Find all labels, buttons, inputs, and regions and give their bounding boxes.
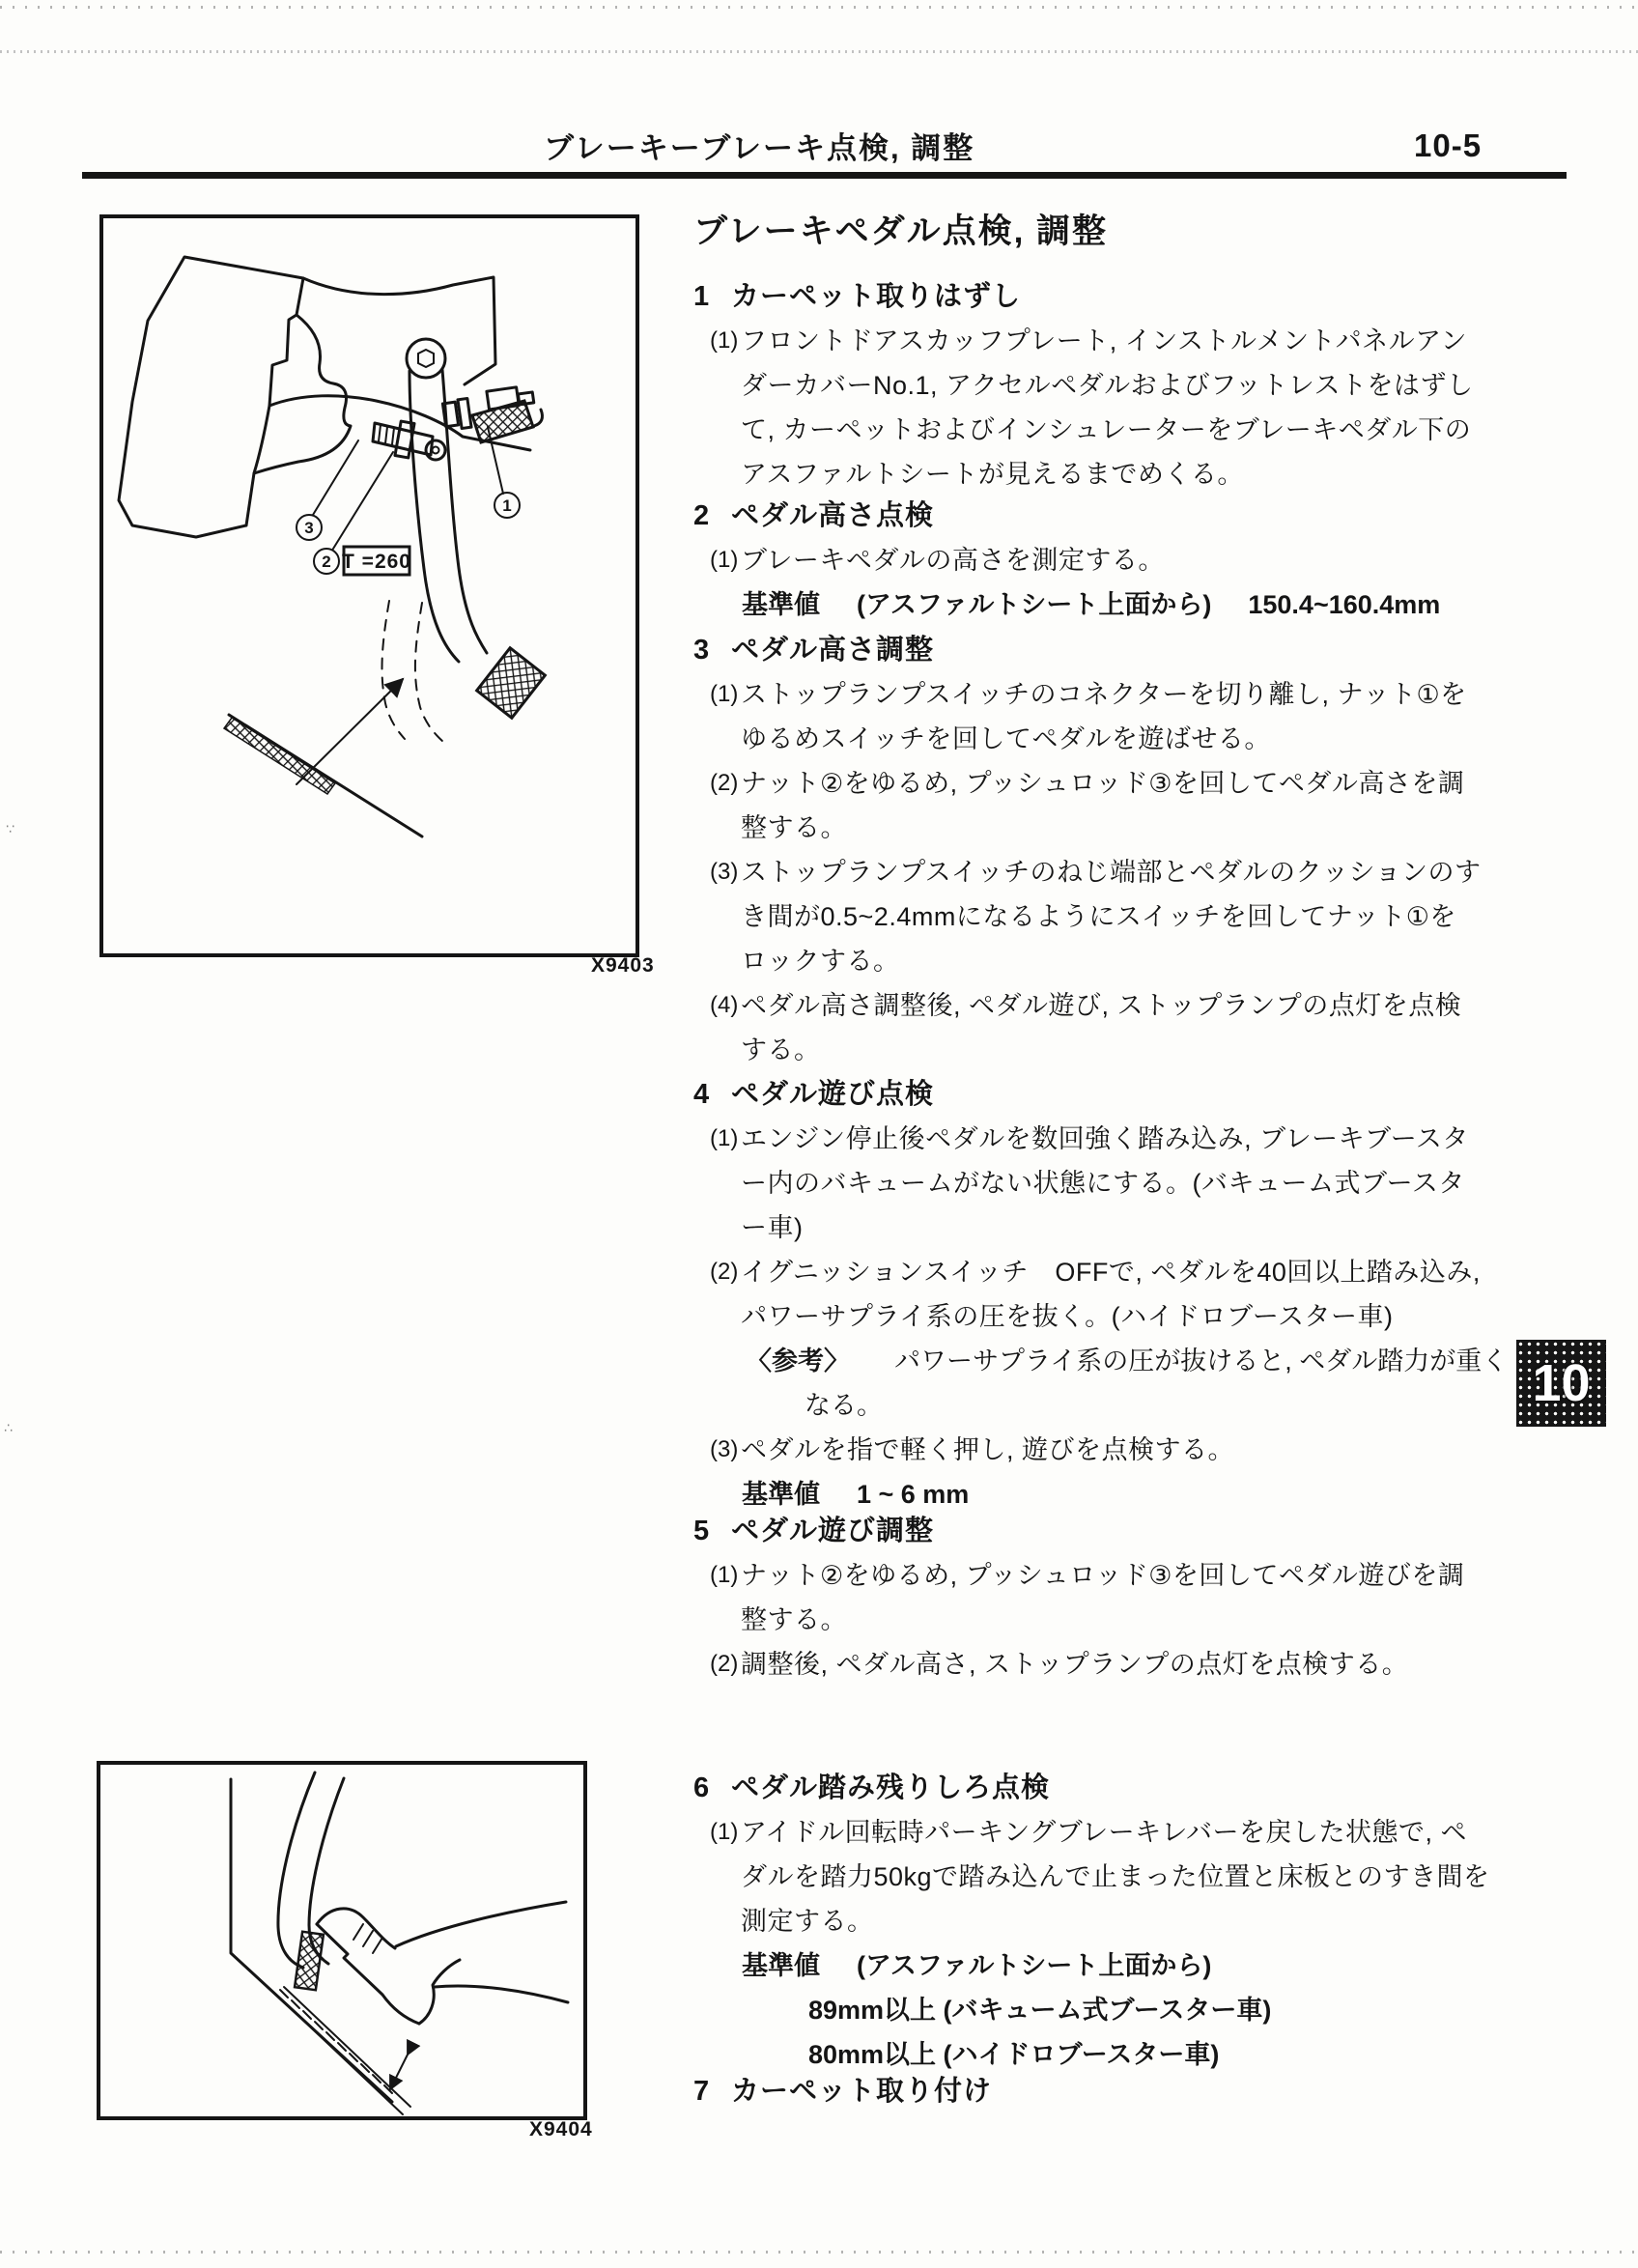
svg-text:1: 1 [502, 496, 512, 515]
section-heading [693, 1072, 1524, 1117]
section-7 [693, 2069, 1524, 2113]
header-rule [82, 172, 1567, 179]
text-segment: パワーサプライ系の圧を抜く。(ハイドロブースター車) [741, 1302, 1394, 1331]
pedal-pad [477, 648, 546, 718]
section-number: 7 [693, 2076, 710, 2107]
text-segment: 1 ~ 6 mm [857, 1480, 970, 1509]
text-line [742, 582, 1524, 627]
text-line [693, 1294, 1524, 1339]
figure-code-x9403: X9403 [591, 954, 655, 977]
step-marker: (2) [710, 1651, 739, 1677]
step-marker: (1) [710, 1125, 739, 1151]
scan-artifact-bottom [0, 2251, 1638, 2254]
page-title: ブレーキペダル点検, 調整 [693, 213, 1109, 250]
text-segment: 〈参考〉 [746, 1347, 850, 1375]
callout-3 [297, 440, 358, 540]
text-segment: て, カーペットおよびインシュレーターをブレーキペダル下の [741, 415, 1472, 444]
figure-pedal-reserve-diagram [97, 1761, 587, 2120]
text-segment: 基準値 [742, 1480, 820, 1509]
step-marker: (1) [710, 547, 739, 573]
step-marker: (4) [710, 992, 739, 1018]
figure-code-x9404: X9404 [529, 2118, 593, 2140]
text-line [693, 1428, 1524, 1472]
text-line [693, 538, 1524, 582]
step-marker: (1) [710, 327, 739, 354]
chapter-tab [1516, 1340, 1606, 1427]
text-segment: なる。 [805, 1391, 883, 1420]
text-line [693, 1899, 1524, 1943]
page-number: 10-5 [1414, 128, 1483, 163]
text-line [693, 1250, 1524, 1294]
section-number: 4 [693, 1079, 710, 1110]
text-segment: 整する。 [741, 813, 847, 842]
text-segment: 測定する。 [741, 1907, 874, 1936]
text-line [693, 761, 1524, 806]
section-4 [693, 1072, 1524, 1517]
text-line [693, 983, 1524, 1028]
text-segment: き間が0.5~2.4mmになるようにスイッチを回してナット①を [741, 902, 1456, 931]
section-title: ペダル遊び調整 [731, 1516, 935, 1546]
scan-speck: ∵ [6, 821, 14, 836]
text-segment: 整する。 [741, 1605, 847, 1634]
text-segment: 89mm以上 (バキューム式ブースター車) [808, 1996, 1272, 2025]
text-segment: する。 [741, 1035, 821, 1064]
section-heading [693, 274, 1524, 319]
floor-hatch [280, 1990, 392, 2093]
figure-brake-pedal-diagram [99, 214, 639, 957]
section-heading [693, 2069, 1524, 2113]
scan-artifact-top [0, 6, 1638, 9]
section-number: 6 [693, 1772, 710, 1803]
section-title: ペダル高さ点検 [731, 500, 935, 531]
text-segment: 調整後, ペダル高さ, ストップランプの点灯を点検する。 [741, 1650, 1409, 1679]
text-segment: 基準値 [742, 590, 820, 619]
text-line [693, 363, 1524, 408]
text-line [693, 1383, 1524, 1428]
shoe [317, 1902, 568, 2024]
section-title: ペダル踏み残りしろ点検 [731, 1772, 1051, 1803]
text-segment: 基準値 [742, 1951, 820, 1980]
section-title: カーペット取り付け [731, 2076, 993, 2107]
section-heading [693, 1766, 1524, 1810]
text-segment: アイドル回転時パーキングブレーキレバーを戻した状態で, ペ [741, 1818, 1468, 1847]
pedal-arm [278, 1772, 344, 1990]
text-segment: ダーカバーNo.1, アクセルペダルおよびフットレストをはずし [741, 371, 1474, 400]
torque-label [342, 547, 411, 575]
pedal-height-arrow [297, 679, 403, 784]
chapter-tab-number: 10 [1532, 1354, 1591, 1412]
step-marker: (3) [710, 859, 739, 885]
step-marker: (2) [710, 770, 739, 796]
step-marker: (2) [710, 1259, 739, 1285]
text-segment: ペダルを指で軽く押し, 遊びを点検する。 [741, 1435, 1235, 1464]
section-number: 5 [693, 1516, 710, 1546]
text-segment: アスファルトシートが見えるまでめくる。 [741, 460, 1244, 489]
text-segment: (アスファルトシート上面から) [857, 1951, 1212, 1980]
text-segment: ロックする。 [741, 947, 900, 976]
text-line [742, 1943, 1524, 1988]
pedal-pad [295, 1932, 324, 1990]
pedal-reserve-art [100, 1765, 583, 2116]
leg-line [396, 1902, 566, 1946]
text-line [693, 319, 1524, 363]
step-marker: (1) [710, 1819, 739, 1845]
text-segment: 80mm以上 (ハイドロブースター車) [808, 2040, 1220, 2069]
text-line [808, 1988, 1524, 2032]
scan-artifact-top2 [0, 50, 1638, 53]
text-line [693, 1205, 1524, 1250]
text-line [693, 1117, 1524, 1161]
text-line [693, 1161, 1524, 1205]
text-segment: ー内のバキュームがない状態にする。(バキューム式ブースタ [741, 1169, 1465, 1198]
step-marker: (1) [710, 681, 739, 707]
svg-text:T =260: T =260 [342, 551, 411, 573]
text-line [693, 806, 1524, 850]
text-segment: ー車) [741, 1213, 804, 1242]
section-5 [693, 1509, 1524, 1687]
text-segment: ストップランプスイッチのねじ端部とペダルのクッションのす [741, 858, 1482, 887]
text-segment: ダルを踏力50kgで踏み込んで止まった位置と床板とのすき間を [741, 1862, 1490, 1891]
text-line [693, 1642, 1524, 1687]
text-segment: ストップランプスイッチのコネクターを切り離し, ナット①を [741, 680, 1467, 709]
leg-line [435, 1986, 568, 2002]
text-segment: イグニッションスイッチ OFFで, ペダルを40回以上踏み込み, [741, 1258, 1481, 1287]
svg-text:3: 3 [304, 519, 314, 537]
text-line [693, 894, 1524, 939]
pedal-arm [407, 339, 545, 718]
section-heading [693, 628, 1524, 672]
clearance-arrow [390, 2055, 408, 2089]
section-heading [693, 494, 1524, 538]
section-number: 2 [693, 500, 710, 531]
text-line [693, 672, 1524, 717]
text-segment: ナット②をゆるめ, プッシュロッド③を回してペダル高さを調 [741, 769, 1465, 798]
callout-1 [488, 427, 520, 518]
text-segment: フロントドアスカッフプレート, インストルメントパネルアン [741, 326, 1468, 355]
text-line [693, 1810, 1524, 1855]
section-3 [693, 628, 1524, 1072]
text-line [693, 939, 1524, 983]
page-header-title: ブレーキーブレーキ点検, 調整 [544, 131, 975, 165]
text-line [693, 850, 1524, 894]
text-line [746, 1339, 1524, 1383]
section-2 [693, 494, 1524, 627]
section-heading [693, 1509, 1524, 1553]
section-number: 3 [693, 635, 710, 666]
section-title: カーペット取りはずし [731, 281, 1022, 312]
text-segment: エンジン停止後ペダルを数回強く踏み込み, ブレーキブースタ [741, 1124, 1469, 1153]
brake-pedal-diagram-art [103, 218, 635, 953]
text-segment: (アスファルトシート上面から) [857, 590, 1212, 619]
text-line [693, 1028, 1524, 1072]
text-line [693, 452, 1524, 496]
text-segment: ペダル高さ調整後, ペダル遊び, ストップランプの点灯を点検 [741, 991, 1462, 1020]
svg-text:2: 2 [322, 553, 331, 571]
section-title: ペダル高さ調整 [731, 635, 935, 666]
text-line [693, 408, 1524, 452]
text-line [693, 1553, 1524, 1598]
text-segment: ナット②をゆるめ, プッシュロッド③を回してペダル遊びを調 [741, 1561, 1465, 1590]
text-segment: パワーサプライ系の圧が抜けると, ペダル踏力が重く [894, 1347, 1509, 1375]
text-line [693, 1855, 1524, 1899]
push-rod [373, 421, 445, 460]
step-marker: (3) [710, 1436, 739, 1462]
scan-speck: ∴ [4, 1420, 13, 1435]
section-title: ペダル遊び点検 [731, 1079, 935, 1110]
section-6 [693, 1766, 1524, 2077]
section-number: 1 [693, 281, 710, 312]
text-segment: ブレーキペダルの高さを測定する。 [741, 546, 1165, 575]
section-1 [693, 274, 1524, 496]
text-line [693, 1598, 1524, 1642]
floor-line [224, 679, 422, 836]
text-segment: 150.4~160.4mm [1248, 590, 1441, 619]
step-marker: (1) [710, 1562, 739, 1588]
text-line [693, 717, 1524, 761]
text-segment: ゆるめスイッチを回してペダルを遊ばせる。 [741, 724, 1271, 753]
